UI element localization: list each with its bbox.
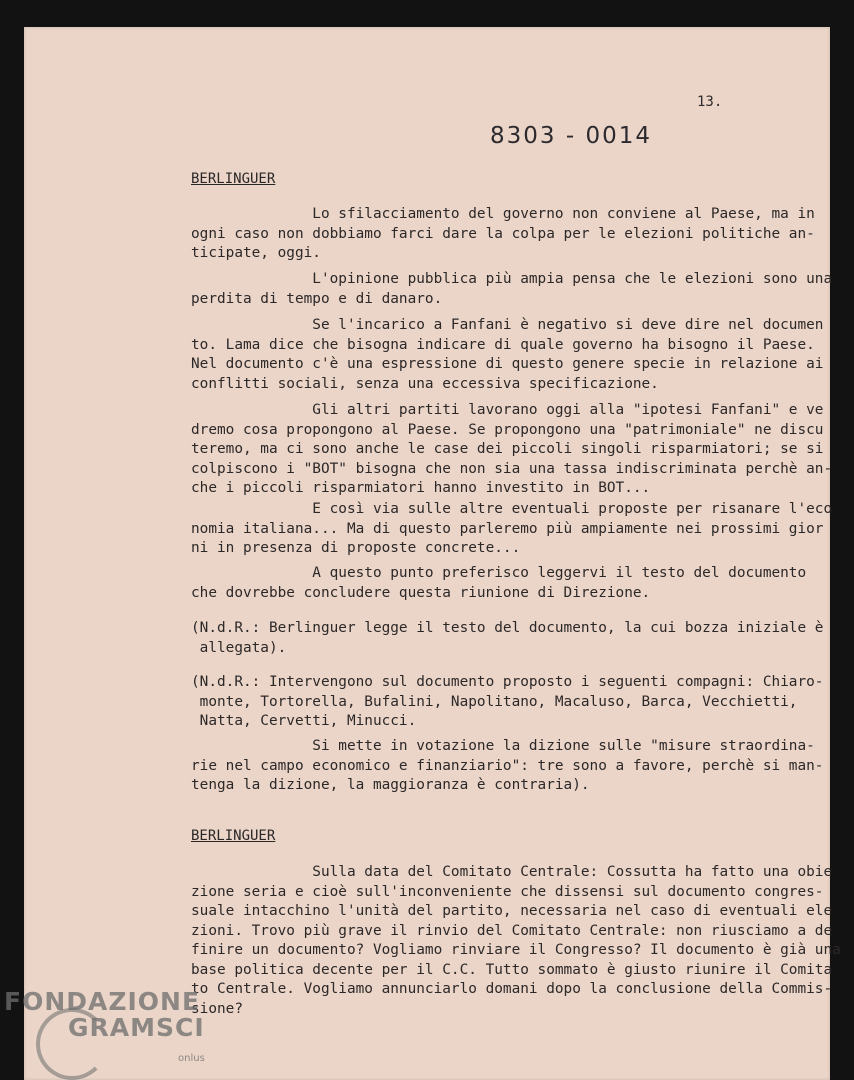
editor-note: (N.d.R.: Berlinguer legge il testo del documento, la cui bozza iniziale allegata).: [191, 620, 807, 656]
paragraph: L'opinione pubblica più ampia pensa che le elezioni sono perdita di tempo e di danaro.: [191, 271, 798, 307]
watermark-line3: onlus: [178, 1053, 205, 1064]
paragraph: Lo sfilacciamento del governo non conviene al Paese, ma ogni caso non dobbiamo farci dare la colpa per le elezioni politiche ticipate, oggi.: [191, 206, 789, 261]
paragraph: A questo punto preferisco leggervi il testo del documento che dovrebbe concludere questa riunione di Direzione.: [191, 565, 807, 601]
paragraph: E così via sulle altre eventuali proposte per risanare nomia italiana... Ma di questo parleremo più ampiamente nei prossimi ni in presenza di proposte concrete...: [191, 501, 781, 556]
watermark-line1: FONDAZIONE: [4, 987, 201, 1016]
watermark-line2: GRAMSCI: [68, 1013, 205, 1042]
paragraph: Gli altri partiti lavorano oggi alla "ipotesi Fanfani" dremo cosa propongono al Paese. Se propongono una "patrimoniale" ne teremo, ma ci sono anche le case dei piccoli singoli risparmiatori; colpiscono i "BOT" bisogna che non sia una tassa indiscriminata perchè che i piccoli risparmiatori hanno investito in BOT...: [191, 402, 798, 496]
editor-note: (N.d.R.: Intervengono sul documento proposto i seguenti compagni: monte, Tortorella, Bufalini, Napolitano, Macaluso, Barca, Vecchietti, Natta, Cervetti, Minucci.: [191, 674, 798, 729]
paragraph: Se l'incarico a Fanfani è negativo si deve dire nel to. Lama dice che bisogna indicare di quale governo ha bisogno il Nel documento c'è una espressione di questo genere specie in relazione conflitti sociali, senza una eccessiva specificazione.: [191, 317, 798, 392]
document-number: 8303 - 0014: [490, 123, 652, 149]
paragraph: Sulla data del Comitato Centrale: Cossutta ha fatto una zione seria e cioè sull'inconveniente che dissensi sul documento suale intacchino l'unità del partito, necessaria nel caso di eventuali zioni. Trovo più grave il rinvio del Comitato Centrale: non riusciamo finire un documento? Vogliamo rinviare il Congresso? Il documento è base politica decente per il C.C. Tutto sommato è giusto riunire il to Centrale. Vogliamo annunciarlo domani dopo la conclusione della sione?: [191, 864, 798, 1017]
page-number: 13.: [697, 94, 723, 110]
speaker-heading: BERLINGUER: [191, 171, 276, 187]
paragraph: Si mette in votazione la dizione sulle "misure straordina- rie nel campo economico e finanziario": tre sono a favore, perchè si tenga la dizione, la maggioranza è contraria).: [191, 738, 815, 793]
speaker-heading: BERLINGUER: [191, 828, 276, 844]
